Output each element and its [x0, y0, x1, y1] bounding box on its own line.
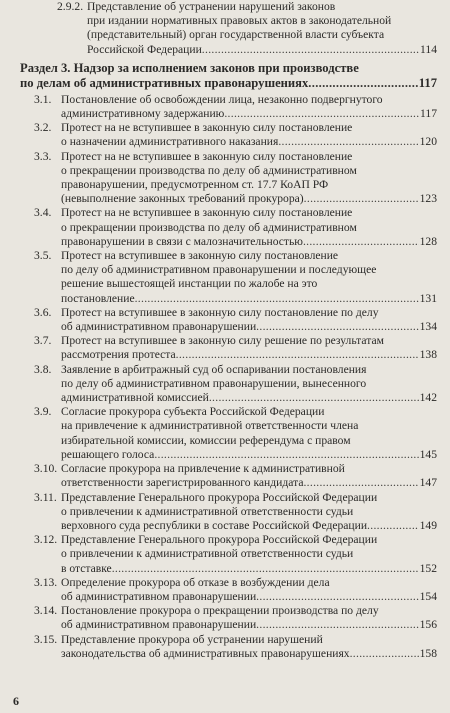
- entry-number: 3.7.: [34, 334, 52, 348]
- page-reference: 117: [418, 76, 437, 91]
- page-reference: 134: [419, 320, 437, 334]
- entry-line: [61, 462, 437, 476]
- page-reference: 138: [419, 348, 437, 362]
- toc-entry: [0, 491, 450, 534]
- entry-number: 3.4.: [34, 206, 52, 220]
- dot-leader: [256, 320, 418, 334]
- entry-line: [61, 306, 437, 320]
- entry-number: 3.15.: [34, 632, 58, 646]
- entry-line-text: по делу об административном правонарушении и последующее: [61, 263, 377, 277]
- entry-number: 3.9.: [34, 405, 52, 419]
- toc-entry: [0, 633, 450, 661]
- page-reference: 142: [419, 391, 437, 405]
- entry-line-text: постановление: [61, 291, 135, 305]
- entry-line-text: Раздел 3. Надзор за исполнением законов при производстве: [20, 60, 359, 75]
- entry-title: [61, 533, 437, 576]
- toc-entry: [0, 206, 450, 249]
- entry-line-text: в отставке: [61, 561, 112, 575]
- entry-title: [61, 306, 437, 334]
- entry-line: [61, 107, 437, 121]
- entry-number: 3.10.: [34, 462, 58, 476]
- toc-entry: [0, 0, 450, 57]
- entry-line: [61, 618, 437, 632]
- toc-entry: [0, 576, 450, 604]
- dot-leader: [256, 590, 418, 604]
- entry-line-text: Постановление об освобождении лица, незаконно подвергнутого: [61, 92, 383, 106]
- entry-line-text: о привлечении к административной ответственности судьи: [61, 504, 354, 518]
- toc-entry: [0, 93, 450, 121]
- entry-line: [61, 135, 437, 149]
- entry-line-text: Заявление в арбитражный суд об оспаривании постановления: [61, 362, 367, 376]
- page-reference: 154: [419, 589, 437, 603]
- entry-number: 3.13.: [34, 575, 58, 589]
- entry-line: [87, 0, 437, 14]
- entry-number: 3.11.: [34, 490, 57, 504]
- dot-leader: [176, 348, 419, 362]
- entry-line: [61, 377, 437, 391]
- entry-line: [61, 320, 437, 334]
- page-reference: 114: [420, 42, 437, 56]
- entry-title: [20, 61, 437, 92]
- dot-leader: [112, 562, 419, 576]
- entry-line: [20, 61, 437, 77]
- entry-line-text: (невыполнение законных требований прокурора): [61, 192, 304, 206]
- entry-line: [87, 28, 437, 42]
- entry-line: [61, 633, 437, 647]
- dot-leader: [303, 476, 418, 490]
- toc-entry: [0, 533, 450, 576]
- dot-leader: [350, 647, 419, 661]
- entry-line: [61, 533, 437, 547]
- entry-line: [61, 178, 437, 192]
- page-reference: 145: [419, 447, 437, 461]
- entry-line-text: Протест на вступившее в законную силу решение по результатам: [61, 334, 384, 348]
- entry-line: [20, 76, 437, 92]
- entry-number: 3.1.: [34, 92, 52, 106]
- entry-line-text: о прекращении производства по делу об административном: [61, 163, 357, 177]
- entry-number: 3.14.: [34, 604, 58, 618]
- entry-line: [61, 448, 437, 462]
- entry-line-text: административной комиссией: [61, 391, 209, 405]
- entry-title: [61, 576, 437, 604]
- entry-line: [61, 391, 437, 405]
- dot-leader: [278, 135, 418, 149]
- dot-leader: [367, 519, 419, 533]
- toc-entry: [0, 405, 450, 462]
- entry-line-text: Представление Генерального прокурора Российской Федерации: [61, 533, 378, 547]
- toc-entry: [0, 306, 450, 334]
- entry-number: 3.8.: [34, 362, 52, 376]
- entry-title: [61, 93, 437, 121]
- entry-number: 2.9.2.: [57, 0, 84, 13]
- entry-line: [61, 221, 437, 235]
- entry-title: [61, 633, 437, 661]
- dot-leader: [308, 76, 418, 92]
- section-heading: [0, 61, 450, 92]
- entry-line: [61, 363, 437, 377]
- page-reference: 158: [419, 646, 437, 660]
- toc-entry: [0, 150, 450, 207]
- dot-leader: [304, 192, 419, 206]
- entry-line-text: правонарушении в связи с малозначительностью: [61, 234, 303, 248]
- entry-line: [61, 235, 437, 249]
- dot-leader: [154, 448, 418, 462]
- page-reference: 128: [419, 234, 437, 248]
- entry-line: [61, 405, 437, 419]
- toc-entry: [0, 249, 450, 306]
- dot-leader: [209, 391, 419, 405]
- page-reference: 120: [419, 135, 437, 149]
- entry-line-text: при издании нормативных правовых актов в законодательной: [87, 14, 392, 28]
- entry-number: 3.5.: [34, 249, 52, 263]
- entry-line-text: законодательства об административных правонарушениях: [61, 646, 350, 660]
- entry-line: [61, 590, 437, 604]
- entry-line: [61, 249, 437, 263]
- entry-line: [61, 164, 437, 178]
- entry-line-text: избирательной комиссии, комиссии референдума с правом: [61, 433, 351, 447]
- dot-leader: [303, 235, 419, 249]
- entry-line: [61, 150, 437, 164]
- entry-line: [87, 43, 437, 57]
- entry-line-text: Представление об устранении нарушений законов: [87, 0, 336, 13]
- entry-line: [61, 348, 437, 362]
- entry-line: [61, 277, 437, 291]
- page-reference: 149: [419, 518, 437, 532]
- dot-leader: [135, 292, 419, 306]
- dot-leader: [202, 43, 419, 57]
- entry-number: 3.12.: [34, 533, 58, 547]
- entry-line-text: Представление Генерального прокурора Российской Федерации: [61, 490, 378, 504]
- entry-line-text: решающего голоса: [61, 447, 155, 461]
- toc-entry: [0, 604, 450, 632]
- page-reference: 152: [419, 561, 437, 575]
- entry-line-text: Протест на не вступившее в законную силу постановление: [61, 121, 353, 135]
- entry-line: [61, 562, 437, 576]
- entry-line-text: о назначении административного наказания: [61, 135, 279, 149]
- entry-line-text: верховного суда республики в составе Российской Федерации: [61, 518, 368, 532]
- entry-line: [61, 93, 437, 107]
- dot-leader: [256, 618, 418, 632]
- entry-title: [61, 491, 437, 534]
- entry-title: [61, 121, 437, 149]
- page-reference: 156: [419, 618, 437, 632]
- entry-title: [61, 206, 437, 249]
- entry-line: [87, 14, 437, 28]
- entry-line: [61, 576, 437, 590]
- entry-line-text: Согласие прокурора субъекта Российской Федерации: [61, 405, 325, 419]
- entry-line-text: ответственности зарегистрированного кандидата: [61, 476, 304, 490]
- entry-title: [87, 0, 437, 57]
- entry-line: [61, 292, 437, 306]
- entry-line: [61, 491, 437, 505]
- page-number: 6: [13, 694, 19, 708]
- entry-line-text: Представление прокурора об устранении нарушений: [61, 632, 323, 646]
- entry-line-text: правонарушении, предусмотренном ст. 17.7 КоАП РФ: [61, 178, 329, 192]
- entry-title: [61, 604, 437, 632]
- entry-line-text: об административном правонарушении: [61, 589, 257, 603]
- entry-line: [61, 419, 437, 433]
- entry-line: [61, 263, 437, 277]
- entry-title: [61, 462, 437, 490]
- entry-line-text: на привлечение к административной ответственности члена: [61, 419, 359, 433]
- entry-line: [61, 476, 437, 490]
- entry-number: 3.2.: [34, 121, 52, 135]
- entry-line-text: Протест на вступившее в законную силу постановление: [61, 249, 339, 263]
- page-reference: 117: [420, 107, 437, 121]
- toc-entry: [0, 462, 450, 490]
- entry-line: [61, 604, 437, 618]
- page-reference: 131: [419, 291, 437, 305]
- page-reference: 147: [419, 476, 437, 490]
- entry-title: [61, 363, 437, 406]
- entry-title: [61, 405, 437, 462]
- entry-line: [61, 547, 437, 561]
- page-reference: 123: [419, 192, 437, 206]
- entry-line-text: решение вышестоящей инстанции по жалобе на это: [61, 277, 318, 291]
- entry-number: 3.6.: [34, 305, 52, 319]
- entry-line-text: Постановление прокурора о прекращении производства по делу: [61, 604, 379, 618]
- entry-line: [61, 334, 437, 348]
- toc-entry: [0, 121, 450, 149]
- dot-leader: [224, 107, 419, 121]
- entry-title: [61, 334, 437, 362]
- entry-line: [61, 505, 437, 519]
- entry-line-text: Российской Федерации: [87, 42, 202, 56]
- entry-line: [61, 206, 437, 220]
- entry-line: [61, 647, 437, 661]
- entry-title: [61, 249, 437, 306]
- entry-line-text: Протест на вступившее в законную силу постановление по делу: [61, 305, 379, 319]
- entry-line-text: Протест на не вступившее в законную силу постановление: [61, 149, 353, 163]
- entry-line-text: (представительный) орган государственной власти субъекта: [87, 28, 385, 42]
- entry-line-text: рассмотрения протеста: [61, 348, 176, 362]
- entry-line: [61, 121, 437, 135]
- entry-line-text: по делу об административном правонарушении, вынесенного: [61, 376, 367, 390]
- entry-line-text: Согласие прокурора на привлечение к административной: [61, 462, 345, 476]
- entry-line: [61, 519, 437, 533]
- entry-line-text: об административном правонарушении: [61, 320, 257, 334]
- entry-number: 3.3.: [34, 149, 52, 163]
- entry-line-text: Протест на не вступившее в законную силу постановление: [61, 206, 353, 220]
- entry-line-text: о привлечении к административной ответственности судьи: [61, 547, 354, 561]
- entry-line-text: о прекращении производства по делу об административном: [61, 220, 357, 234]
- entry-line-text: по делам об административных правонарушениях: [20, 76, 309, 91]
- toc-entry: [0, 363, 450, 406]
- toc-entry: [0, 334, 450, 362]
- entry-line-text: административному задержанию: [61, 107, 225, 121]
- entry-title: [61, 150, 437, 207]
- entry-line: [61, 192, 437, 206]
- entry-line-text: об административном правонарушении: [61, 618, 257, 632]
- entry-line-text: Определение прокурора об отказе в возбуждении дела: [61, 575, 330, 589]
- entry-line: [61, 434, 437, 448]
